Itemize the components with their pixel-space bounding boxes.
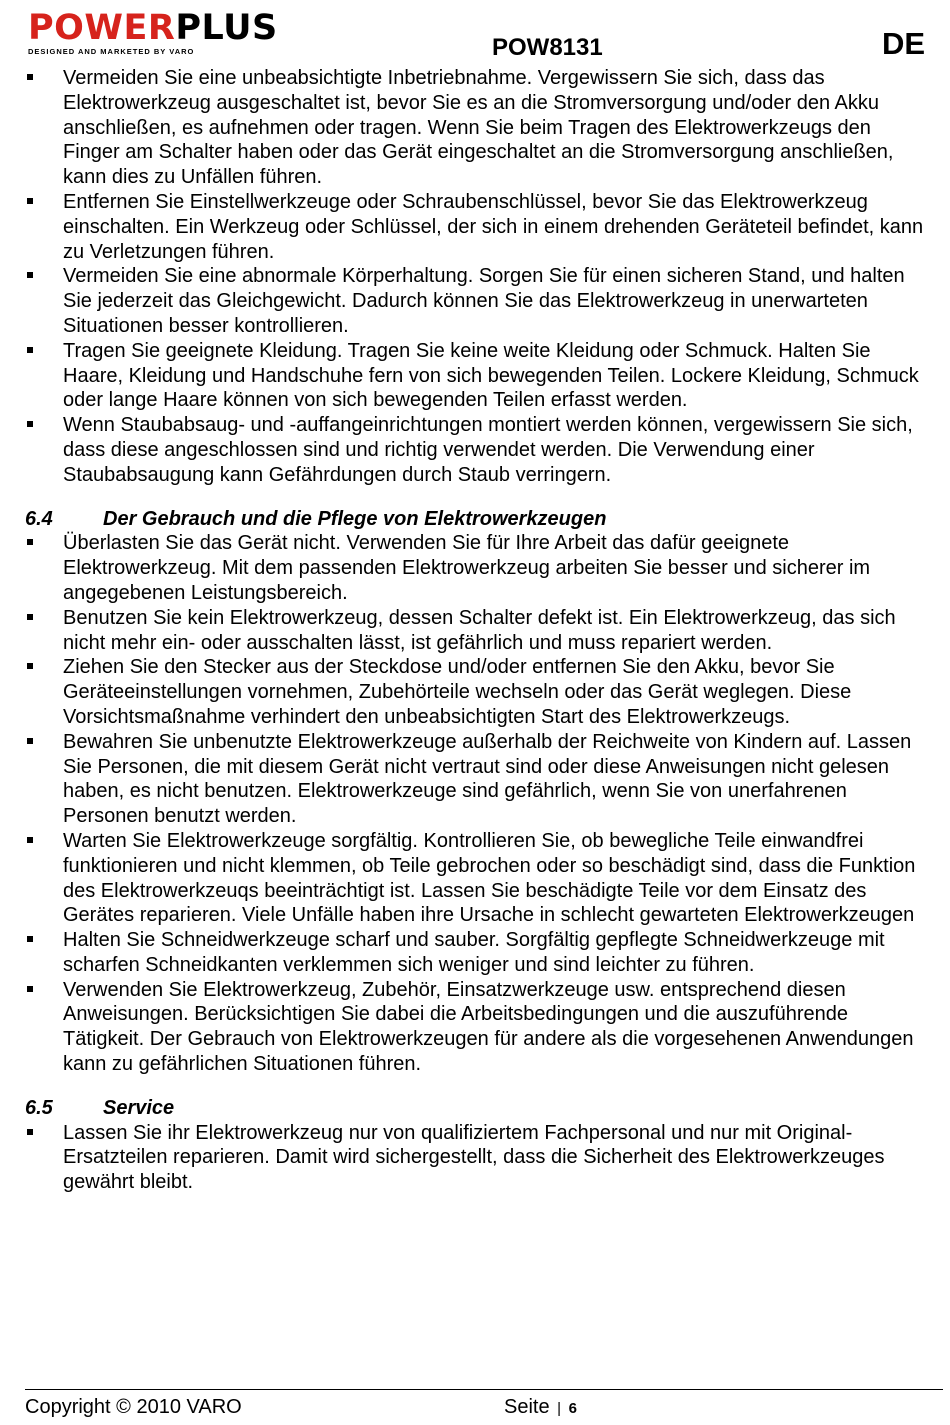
logo-power-text: POWER: [28, 8, 176, 48]
footer-page-indicator: [504, 1396, 577, 1419]
footer-divider: [25, 1389, 943, 1390]
section-6-4: [25, 507, 930, 1077]
logo-tagline: DESIGNED AND MARKETED BY VARO: [28, 47, 195, 56]
model-number: POW8131: [492, 34, 603, 61]
section-bullet-list: [25, 531, 930, 1077]
section-number: 6.5: [25, 1096, 53, 1119]
section-bullet-list: [25, 1121, 930, 1195]
list-item: Lassen Sie ihr Elektrowerkzeug nur von qualifiziertem Fachpersonal und nur mit Original-Ersatzteilen reparieren. Damit wird sichergestellt, dass die Sicherheit des Elektrowerkzeuges gewährt bleibt.: [25, 1121, 930, 1195]
section-heading: [25, 1096, 930, 1121]
section-title: Der Gebrauch und die Pflege von Elektrowerkzeugen: [103, 507, 607, 530]
logo-wordmark: [28, 10, 348, 46]
section-title: Service: [103, 1096, 175, 1119]
list-item: Tragen Sie geeignete Kleidung. Tragen Sie keine weite Kleidung oder Schmuck. Halten Sie Haare, Kleidung und Handschuhe fern von sich bewegenden Teilen. Lockere Kleidung, Schmuck oder lange Haare können von sich bewegenden Teilen erfasst werden.: [25, 339, 930, 413]
document-body: [25, 66, 930, 1195]
list-item: Entfernen Sie Einstellwerkzeuge oder Schraubenschlüssel, bevor Sie das Elektrowerkzeug einschalten. Ein Werkzeug oder Schlüssel, der sich in einem drehenden Geräteteil befindet, kann zu Verletzungen führen.: [25, 190, 930, 264]
logo-plus-text: PLUS: [175, 8, 278, 48]
list-item: Vermeiden Sie eine unbeabsichtigte Inbetriebnahme. Vergewissern Sie sich, dass das Elektrowerkzeug ausgeschaltet ist, bevor Sie es an die Stromversorgung und/oder den Akku anschließen, es aufnehmen oder tragen. Wenn Sie beim Tragen des Elektrowerkzeugs den Finger am Schalter haben oder das Gerät eingeschaltet an die Stromversorgung anschließen, kann dies zu Unfällen führen.: [25, 66, 930, 190]
intro-bullet-list: [25, 66, 930, 488]
language-code: DE: [882, 26, 926, 61]
brand-logo: [28, 10, 348, 56]
list-item: Wenn Staubabsaug- und -auffangeinrichtungen montiert werden können, vergewissern Sie sich, dass diese angeschlossen sind und richtig verwendet werden. Die Verwendung einer Staubabsaugung kann Gefährdungen durch Staub verringern.: [25, 413, 930, 487]
list-item: Überlasten Sie das Gerät nicht. Verwenden Sie für Ihre Arbeit das dafür geeignete Elektrowerkzeug. Mit dem passenden Elektrowerkzeug arbeiten Sie besser und sicherer im angegebenen Leistungsbereich.: [25, 531, 930, 605]
list-item: Benutzen Sie kein Elektrowerkzeug, dessen Schalter defekt ist. Ein Elektrowerkzeug, das sich nicht mehr ein- oder ausschalten lässt, ist gefährlich und muss repariert werden.: [25, 606, 930, 656]
page-separator: |: [557, 1400, 562, 1417]
page-number: 6: [568, 1400, 577, 1417]
list-item: Vermeiden Sie eine abnormale Körperhaltung. Sorgen Sie für einen sicheren Stand, und halten Sie jederzeit das Gleichgewicht. Dadurch können Sie das Elektrowerkzeug in unerwarteten Situationen besser kontrollieren.: [25, 264, 930, 338]
list-item: Halten Sie Schneidwerkzeuge scharf und sauber. Sorgfältig gepflegte Schneidwerkzeuge mit scharfen Schneidkanten verklemmen sich weniger und sind leichter zu führen.: [25, 928, 930, 978]
list-item: Warten Sie Elektrowerkzeuge sorgfältig. Kontrollieren Sie, ob bewegliche Teile einwandfrei funktionieren und nicht klemmen, ob Teile gebrochen oder so beschädigt sind, dass die Funktion des Elektrowerkzeuqs beeinträchtigt ist. Lassen Sie beschädigte Teile vor dem Einsatz des Gerätes reparieren. Viele Unfälle haben ihre Ursache in schlecht gewarteten Elektrowerkzeugen: [25, 829, 930, 928]
section-6-5: [25, 1096, 930, 1195]
list-item: Ziehen Sie den Stecker aus der Steckdose und/oder entfernen Sie den Akku, bevor Sie Geräteeinstellungen vornehmen, Zubehörteile wechseln oder das Gerät weglegen. Diese Vorsichtsmaßnahme verhindert den unbeabsichtigten Start des Elektrowerkzeugs.: [25, 655, 930, 729]
footer-copyright: Copyright © 2010 VARO: [25, 1396, 242, 1418]
page-label: Seite: [504, 1396, 550, 1418]
section-number: 6.4: [25, 507, 53, 530]
list-item: Verwenden Sie Elektrowerkzeug, Zubehör, Einsatzwerkzeuge usw. entsprechend diesen Anweisungen. Berücksichtigen Sie dabei die Arbeitsbedingungen und die auszuführende Tätigkeit. Der Gebrauch von Elektrowerkzeugen für andere als die vorgesehenen Anwendungen kann zu gefährlichen Situationen führen.: [25, 978, 930, 1077]
section-heading: [25, 507, 930, 532]
list-item: Bewahren Sie unbenutzte Elektrowerkzeuge außerhalb der Reichweite von Kindern auf. Lassen Sie Personen, die mit diesem Gerät nicht vertraut sind oder diese Anweisungen nicht gelesen haben, es nicht benutzen. Elektrowerkzeuge sind gefährlich, wenn Sie von unerfahrenen Personen benutzt werden.: [25, 730, 930, 829]
